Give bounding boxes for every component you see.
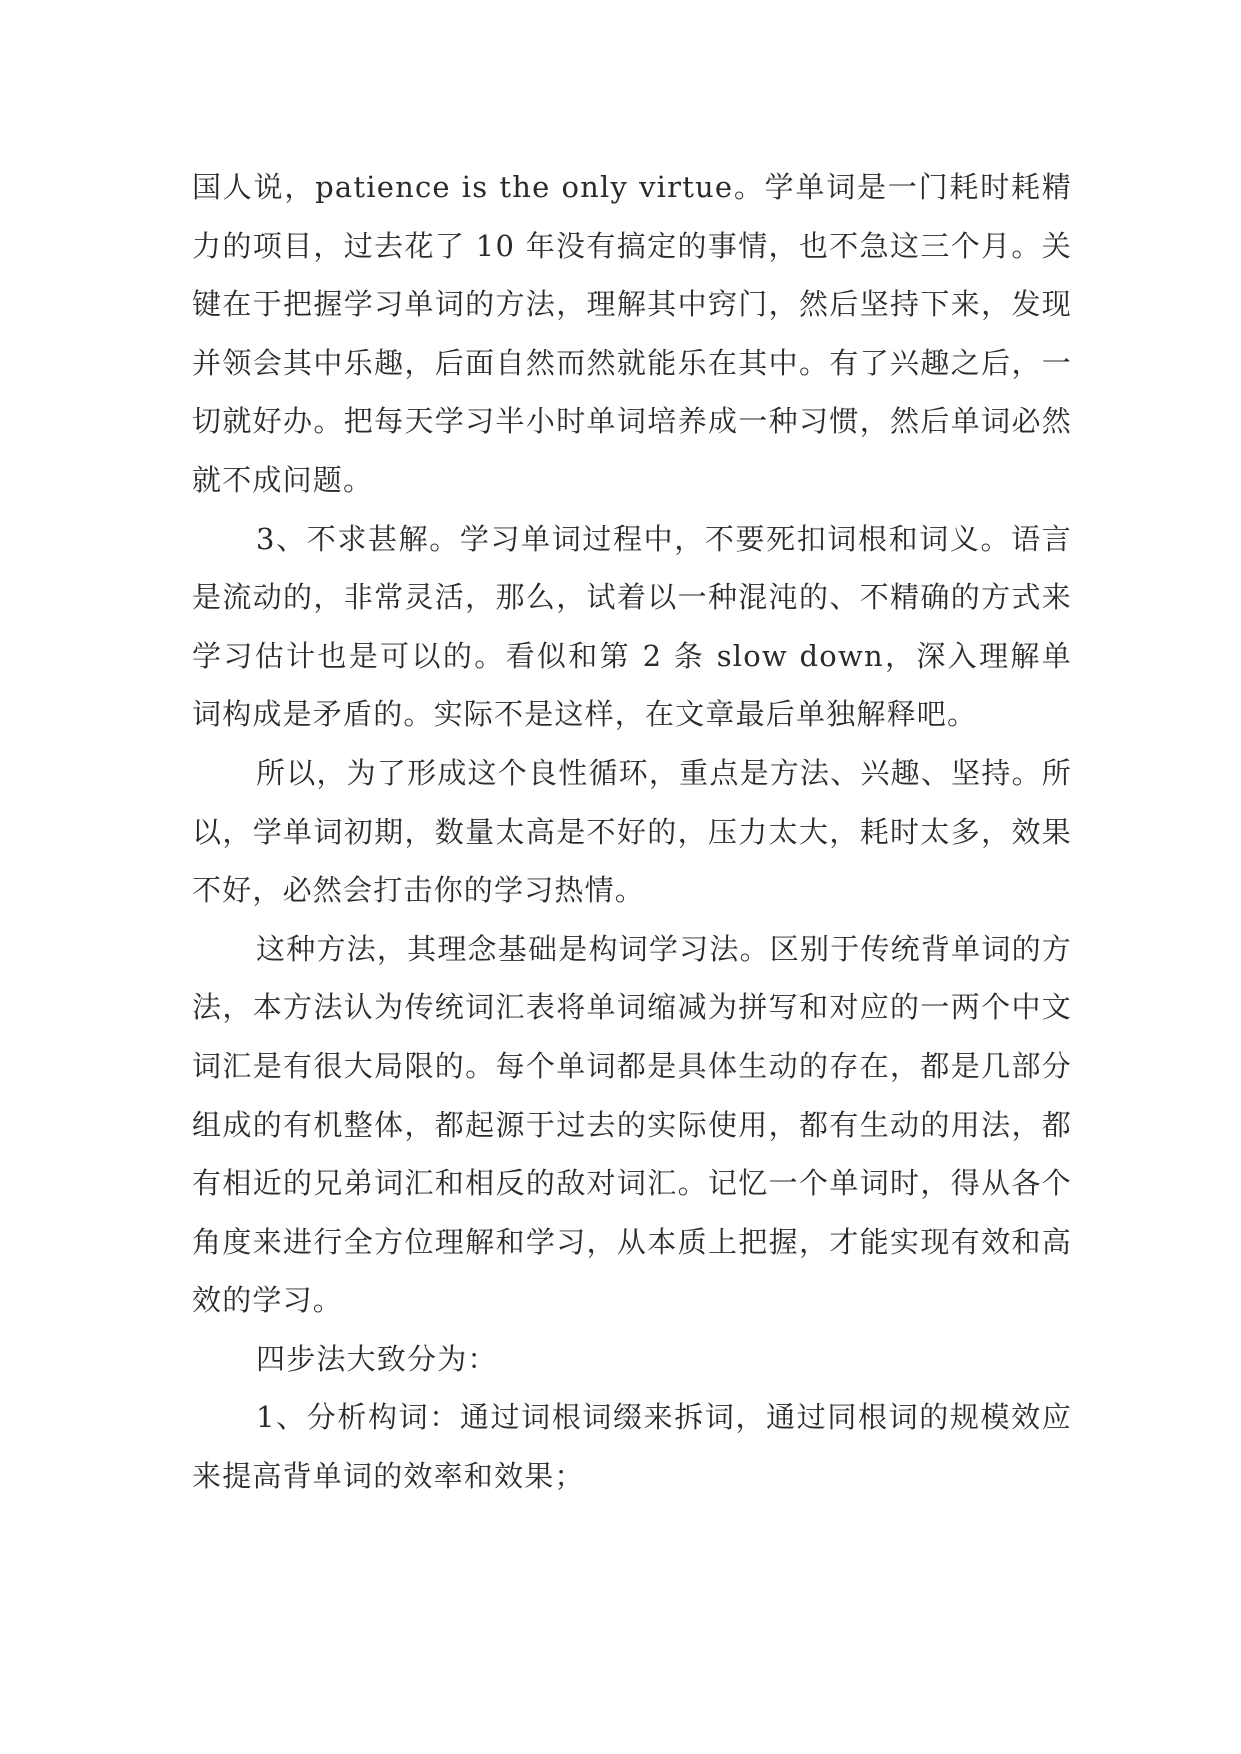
- paragraph-6: 1、分析构词：通过词根词缀来拆词，通过同根词的规模效应来提高背单词的效率和效果；: [192, 1400, 1072, 1494]
- paragraph-2: 3、不求甚解。学习单词过程中，不要死扣词根和词义。语言是流动的，非常灵活，那么，试着以一种混沌的、不精确的方式来学习估计也是可以的。看似和第 2 条 slow down，深入理解单词构成是矛盾的。实际不是这样，在文章最后单独解释吧。: [192, 521, 1072, 732]
- paragraph-3: 所以，为了形成这个良性循环，重点是方法、兴趣、坚持。所以，学单词初期，数量太高是不好的，压力太大，耗时太多，效果不好，必然会打击你的学习热情。: [192, 755, 1072, 908]
- paragraph-1: 国人说，patience is the only virtue。学单词是一门耗时耗精力的项目，过去花了 10 年没有搞定的事情，也不急这三个月。关键在于把握学习单词的方法，理解其中窍门，然后坚持下来，发现并领会其中乐趣，后面自然而然就能乐在其中。有了兴趣之后，一切就好办。把每天学习半小时单词培养成一种习惯，然后单词必然就不成问题。: [192, 170, 1072, 497]
- paragraph-5: 四步法大致分为：: [256, 1341, 498, 1376]
- paragraph-4: 这种方法，其理念基础是构词学习法。区别于传统背单词的方法，本方法认为传统词汇表将单词缩减为拼写和对应的一两个中文词汇是有很大局限的。每个单词都是具体生动的存在，都是几部分组成的有机整体，都起源于过去的实际使用，都有生动的用法，都有相近的兄弟词汇和相反的敌对词汇。记忆一个单词时，得从各个角度来进行全方位理解和学习，从本质上把握，才能实现有效和高效的学习。: [192, 931, 1072, 1318]
- document-body: [192, 158, 1072, 1506]
